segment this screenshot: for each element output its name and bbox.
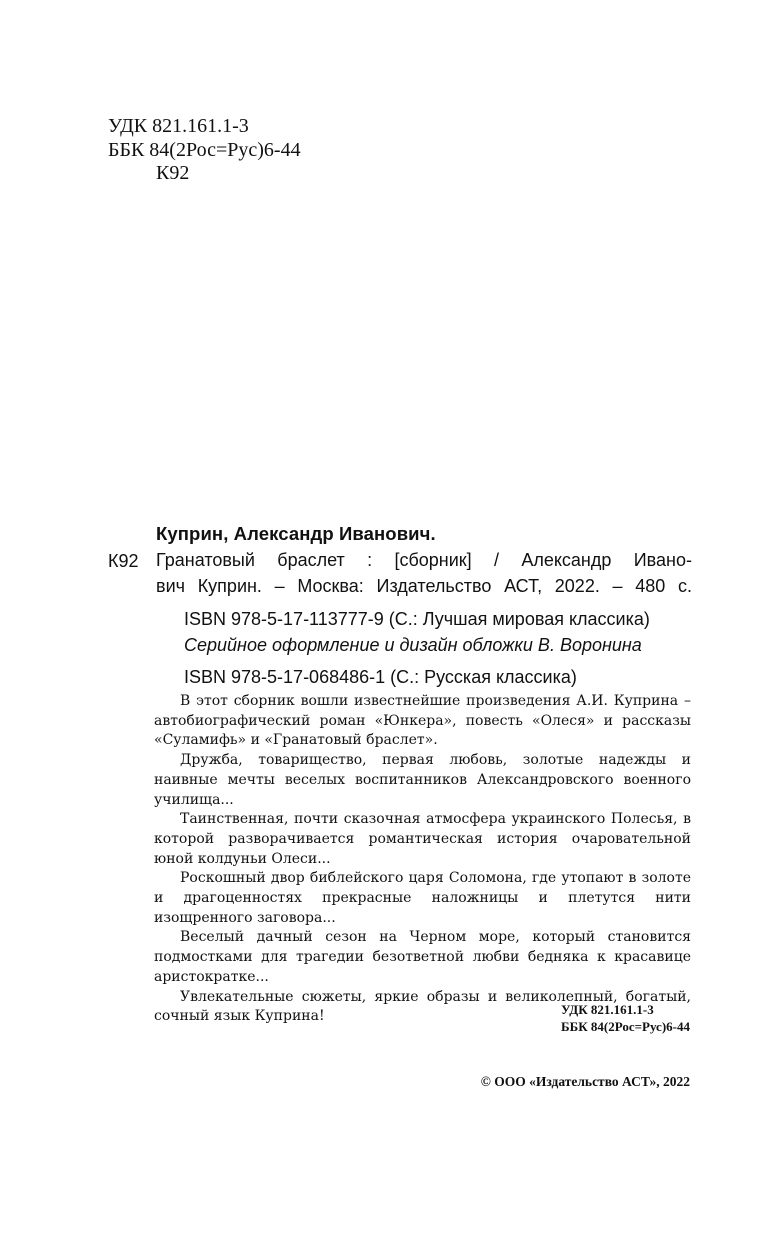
- title-line-2: вич Куприн. – Москва: Издательство АСТ, 2022. – 480 с.: [156, 576, 692, 596]
- udk-code: УДК 821.161.1-3: [108, 115, 249, 137]
- title-line-1: Гранатовый браслет : [сборник] / Александр Ивано-: [156, 550, 692, 570]
- design-credit: Серийное оформление и дизайн обложки В. Воронина: [184, 635, 642, 655]
- annotation-paragraph: Роскошный двор библейского царя Соломона, где утопают в золоте и драгоценностях прекрасные наложницы и плетутся нити изощренного заговора...: [154, 870, 691, 926]
- author-mark-top: К92: [156, 162, 190, 184]
- bbk-code: ББК 84(2Рос=Рус)6-44: [108, 139, 301, 161]
- annotation-paragraph: В этот сборник вошли известнейшие произведения А.И. Куприна – автобиографический роман «Юнкера», повесть «Олеся» и рассказы «Суламифь» и «Гранатовый браслет».: [154, 693, 691, 749]
- isbn-1: ISBN 978-5-17-113777-9 (С.: Лучшая мировая классика): [184, 609, 650, 629]
- title-description: [156, 547, 692, 599]
- author-heading: Куприн, Александр Иванович.: [156, 523, 436, 544]
- footer-codes: [561, 1001, 690, 1035]
- footer-bbk: ББК 84(2Рос=Рус)6-44: [561, 1019, 690, 1034]
- annotation-paragraph: Веселый дачный сезон на Черном море, который становится подмостками для трагедии безответной любви бедняка к красавице аристократке...: [154, 929, 691, 985]
- footer-udk: УДК 821.161.1-3: [561, 1002, 654, 1017]
- annotation-paragraph: Дружба, товарищество, первая любовь, золотые надежды и наивные мечты веселых воспитанников Александровского военного училища...: [154, 752, 691, 808]
- isbn-2: ISBN 978-5-17-068486-1 (С.: Русская классика): [184, 667, 577, 687]
- annotation: [154, 692, 691, 1027]
- copyright: © ООО «Издательство АСТ», 2022: [480, 1074, 690, 1089]
- author-mark-record: К92: [108, 551, 139, 571]
- annotation-paragraph: Увлекательные сюжеты, яркие образы и великолепный, богатый, сочный язык Куприна!: [154, 988, 691, 1025]
- annotation-paragraph: Таинственная, почти сказочная атмосфера украинского Полесья, в которой разворачивается романтическая история очаровательной юной колдуньи Олеси...: [154, 811, 691, 867]
